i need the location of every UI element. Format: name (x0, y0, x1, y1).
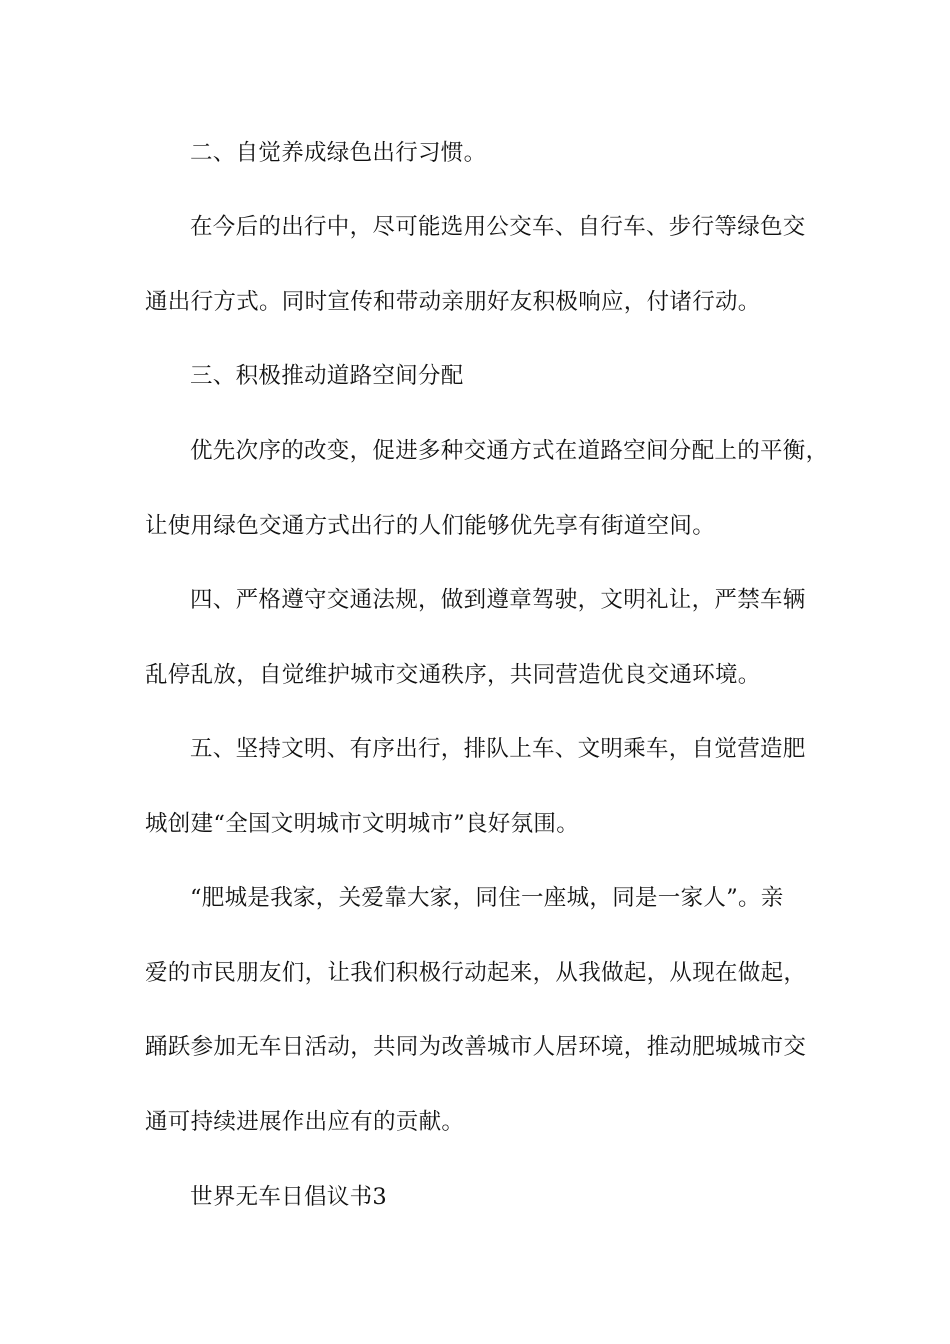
document-title: 世界无车日倡议书3 (190, 1184, 388, 1210)
heading-section-2: 二、自觉养成绿色出行习惯。 (190, 140, 487, 166)
paragraph-line: 四、严格遵守交通法规，做到遵章驾驶，文明礼让，严禁车辆 (190, 587, 806, 613)
paragraph-line: 通出行方式。同时宣传和带动亲朋好友积极响应，付诸行动。 (145, 289, 761, 315)
heading-section-3: 三、积极推动道路空间分配 (190, 363, 464, 389)
paragraph-line: 五、坚持文明、有序出行，排队上车、文明乘车，自觉营造肥 (190, 736, 806, 762)
paragraph-line: “肥城是我家，关爱靠大家，同住一座城，同是一家人”。亲 (190, 885, 784, 911)
paragraph-line: 优先次序的改变，促进多种交通方式在道路空间分配上的平衡， (190, 438, 829, 464)
paragraph-line: 让使用绿色交通方式出行的人们能够优先享有街道空间。 (145, 513, 716, 539)
paragraph-line: 通可持续进展作出应有的贡献。 (145, 1109, 465, 1135)
paragraph-line: 在今后的出行中，尽可能选用公交车、自行车、步行等绿色交 (190, 214, 806, 240)
paragraph-line: 城创建“全国文明城市文明城市”良好氛围。 (145, 811, 580, 837)
paragraph-line: 爱的市民朋友们，让我们积极行动起来，从我做起，从现在做起， (145, 960, 807, 986)
paragraph-line: 踊跃参加无车日活动，共同为改善城市人居环境，推动肥城城市交 (145, 1034, 807, 1060)
paragraph-line: 乱停乱放，自觉维护城市交通秩序，共同营造优良交通环境。 (145, 662, 761, 688)
